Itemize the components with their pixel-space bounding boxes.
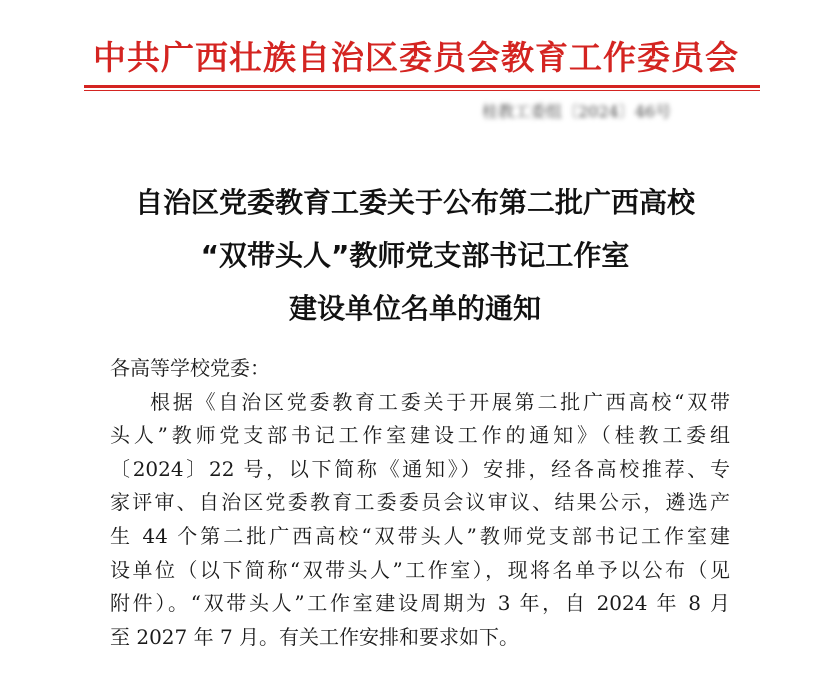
title-line-3: 建设单位名单的通知	[288, 292, 541, 325]
issuer-header: 中共广西壮族自治区委员会教育工作委员会	[93, 38, 739, 77]
document-number: 桂教工委组〔2024〕46号	[482, 102, 672, 121]
paragraph-line: 生 44 个第二批广西高校“双带头人”教师党支部书记工作室建	[110, 523, 730, 548]
title-line-2: “双带头人”教师党支部书记工作室	[200, 239, 630, 272]
title-line-1: 自治区党委教育工委关于公布第二批广西高校	[134, 186, 695, 219]
document-title	[0, 176, 830, 335]
paragraph-line: 〔2024〕22 号，以下简称《通知》）安排，经各高校推荐、专	[110, 456, 730, 481]
paragraph-line: 头人”教师党支部书记工作室建设工作的通知》（桂教工委组	[110, 423, 730, 448]
paragraph-line: 至 2027 年 7 月。有关工作安排和要求如下。	[110, 624, 520, 649]
paragraph-line: 家评审、自治区党委教育工委委员会议审议、结果公示，遴选产	[110, 490, 730, 515]
red-header-rule	[84, 85, 760, 88]
paragraph-line: 根据《自治区党委教育工委关于开展第二批广西高校“双带	[150, 389, 730, 414]
document-body	[110, 352, 730, 654]
red-header-rule-thin	[84, 90, 760, 91]
salutation: 各高等学校党委：	[110, 356, 270, 380]
paragraph-line: 设单位（以下简称“双带头人”工作室），现将名单予以公布（见	[110, 557, 730, 582]
paragraph-line: 附件）。“双带头人”工作室建设周期为 3 年，自 2024 年 8 月	[110, 591, 730, 616]
